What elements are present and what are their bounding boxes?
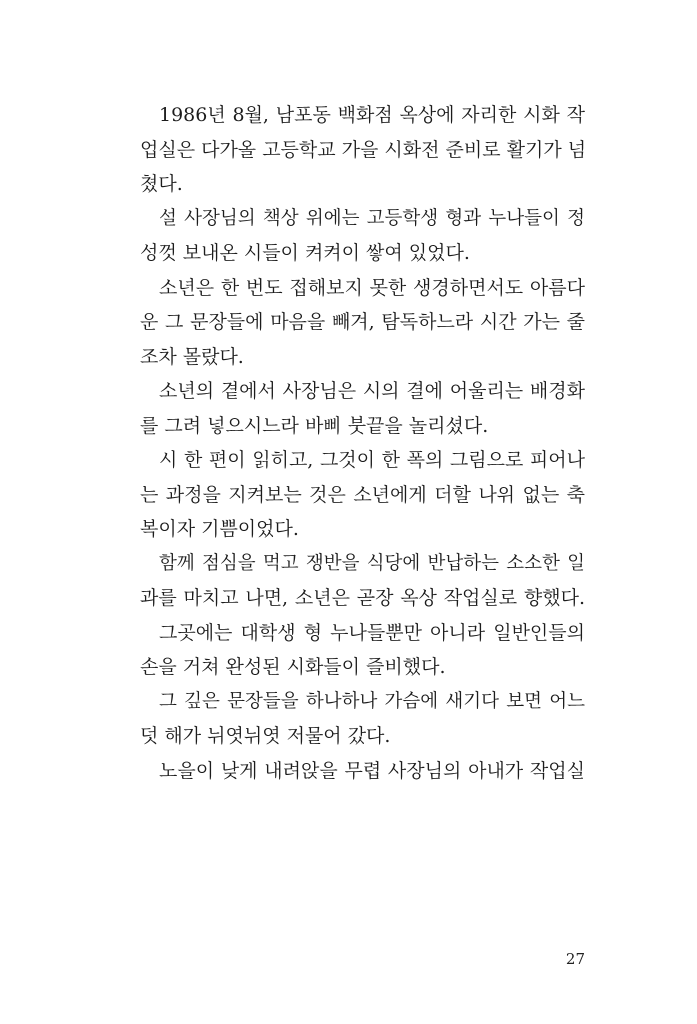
text-line: 덧 해가 뉘엿뉘엿 저물어 갔다. (140, 725, 391, 747)
text-line: 함께 점심을 먹고 쟁반을 식당에 반납하는 소소한 일 (159, 552, 585, 574)
text-line: 조차 몰랐다. (140, 345, 244, 368)
text-line: 그곳에는 대학생 형 누나들뿐만 아니라 일반인들의 (159, 621, 585, 644)
text-line: 성껏 보내온 시들이 켜켜이 쌓여 있었다. (140, 242, 470, 264)
text-line: 운 그 문장들에 마음을 빼겨, 탐독하느라 시간 가는 줄 (140, 311, 585, 333)
text-line: 를 그려 넣으시느라 바삐 붓끝을 놀리셨다. (140, 414, 489, 437)
text-line: 그 깊은 문장들을 하나하나 가슴에 새기다 보면 어느 (159, 690, 585, 712)
text-line: 는 과정을 지켜보는 것은 소년에게 더할 나위 없는 축 (140, 483, 585, 506)
text-line: 설 사장님의 책상 위에는 고등학생 형과 누나들이 정 (159, 207, 585, 229)
text-line: 과를 마치고 나면, 소년은 곧장 옥상 작업실로 향했다. (140, 587, 585, 609)
text-line: 노을이 낮게 내려앉을 무렵 사장님의 아내가 작업실 (159, 759, 585, 782)
text-line: 쳤다. (140, 173, 183, 195)
text-line: 손을 거쳐 완성된 시화들이 즐비했다. (140, 656, 446, 678)
page-number: 27 (565, 950, 585, 968)
text-line: 업실은 다가올 고등학교 가을 시화전 준비로 활기가 넘 (140, 138, 587, 161)
text-line: 시 한 편이 읽히고, 그것이 한 폭의 그림으로 피어나 (159, 449, 585, 471)
text-line: 1986년 8월, 남포동 백화점 옥상에 자리한 시화 작 (159, 104, 585, 126)
body-text (140, 98, 585, 788)
text-line: 소년은 한 번도 접해보지 못한 생경하면서도 아름다 (159, 276, 585, 299)
text-line: 복이자 기쁨이었다. (140, 518, 299, 540)
text-line: 소년의 곁에서 사장님은 시의 결에 어울리는 배경화 (159, 380, 585, 402)
